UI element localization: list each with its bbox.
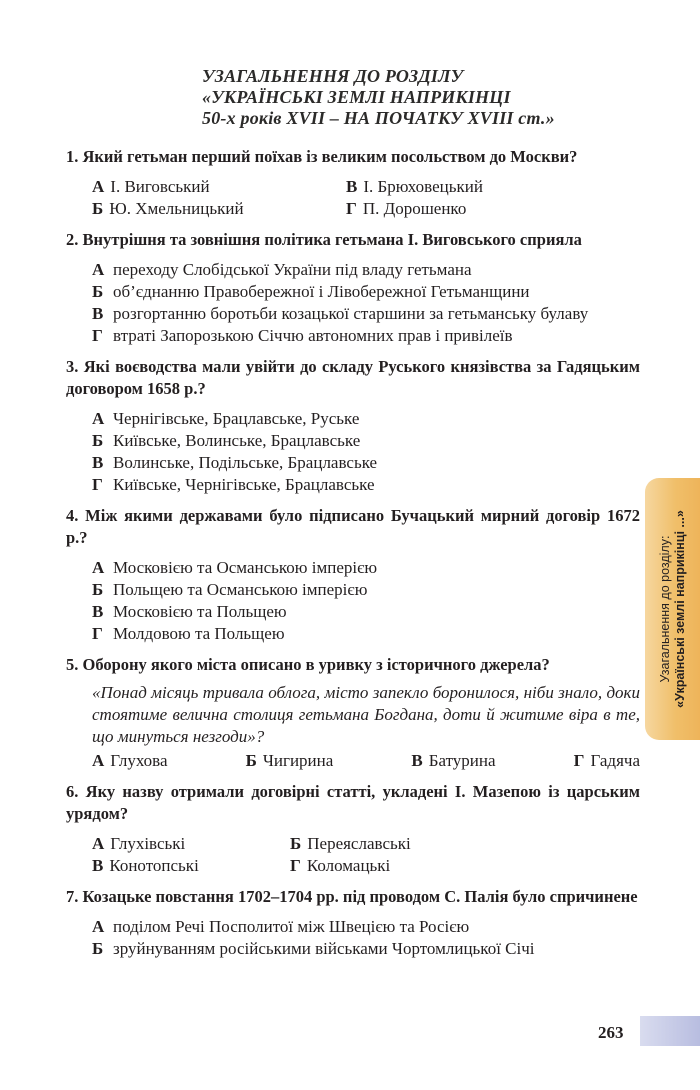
option-text: Глухівські <box>110 834 186 853</box>
option-text: Глухова <box>110 751 168 770</box>
option-letter: А <box>92 751 105 770</box>
option-text: об’єднанню Правобережної і Лівобережної Гетьманщини <box>113 282 530 301</box>
option-letter: А <box>92 917 105 936</box>
option-b <box>66 579 640 601</box>
side-tab-line-2: «Українські землі наприкінці ...» <box>672 510 687 708</box>
option-g <box>574 750 640 772</box>
option-b <box>92 198 346 220</box>
option-a <box>66 259 640 281</box>
option-letter: Б <box>290 834 302 853</box>
question-6-text: 6. Яку назву отримали договірні статті, укладені І. Мазепою із царським урядом? <box>66 782 640 823</box>
option-text: Московією та Польщею <box>113 602 287 621</box>
title-line-3: 50-х років XVII – НА ПОЧАТКУ XVIII ст.» <box>202 108 555 128</box>
question-7-options <box>66 916 640 960</box>
option-letter: А <box>92 834 105 853</box>
question-6-options <box>92 833 640 877</box>
option-a <box>66 916 640 938</box>
option-a <box>92 833 290 855</box>
option-text: І. Брюховецький <box>363 177 483 196</box>
question-2-text: 2. Внутрішня та зовнішня політика гетьмана І. Виговського сприяла <box>66 230 582 249</box>
option-text: Батурина <box>428 751 496 770</box>
side-tab-label <box>658 510 688 708</box>
option-a <box>92 750 168 772</box>
question-7 <box>66 886 640 960</box>
option-text: Московією та Османською імперією <box>113 558 378 577</box>
option-letter: В <box>92 453 104 472</box>
question-1-text: 1. Який гетьман перший поїхав із великим посольством до Москви? <box>66 147 578 166</box>
option-text: П. Дорошенко <box>362 199 467 218</box>
option-a <box>92 176 346 198</box>
question-1-options <box>92 176 640 220</box>
page-corner-bar <box>640 1016 700 1046</box>
option-letter: Б <box>92 431 104 450</box>
title-line-1: УЗАГАЛЬНЕННЯ ДО РОЗДІЛУ <box>202 66 464 86</box>
question-5-options <box>92 750 640 772</box>
option-text: Ю. Хмельницький <box>109 199 244 218</box>
option-b <box>290 833 544 855</box>
option-text: Київське, Чернігівське, Брацлавське <box>113 475 375 494</box>
questions-list <box>66 146 640 969</box>
option-letter: Б <box>92 282 104 301</box>
option-letter: Б <box>92 199 104 218</box>
option-letter: Г <box>346 199 357 218</box>
source-quote: «Понад місяць тривала облога, місто запекло боронилося, ніби знало, доки стоятиме велична столиця гетьмана Богдана, доти й житиме віра в те, що минуться незгоди»? <box>92 683 640 746</box>
question-3-text: 3. Які воєводства мали увійти до складу Руського князівства за Гадяцьким договором 1658 р.? <box>66 357 640 398</box>
option-text: Чигирина <box>262 751 334 770</box>
option-text: Молдовою та Польщею <box>113 624 285 643</box>
option-a <box>66 557 640 579</box>
question-7-text: 7. Козацьке повстання 1702–1704 рр. під проводом С. Палія було спричинене <box>66 887 638 906</box>
option-letter: А <box>92 177 105 196</box>
question-6 <box>66 781 640 877</box>
option-text: Коломацькі <box>306 856 391 875</box>
option-letter: Г <box>92 326 103 345</box>
option-letter: Г <box>290 856 301 875</box>
option-letter: В <box>92 304 104 323</box>
question-3-options <box>66 408 640 496</box>
option-text: Волинське, Подільське, Брацлавське <box>113 453 378 472</box>
option-g <box>66 474 640 496</box>
option-a <box>66 408 640 430</box>
option-text: І. Виговський <box>110 177 210 196</box>
title-line-2: «УКРАЇНСЬКІ ЗЕМЛІ НАПРИКІНЦІ <box>202 87 511 107</box>
option-text: переходу Слобідської України під владу гетьмана <box>113 260 472 279</box>
question-4-options <box>66 557 640 645</box>
option-letter: А <box>92 260 105 279</box>
section-side-tab <box>645 478 700 740</box>
option-letter: В <box>92 602 104 621</box>
question-5 <box>66 654 640 772</box>
option-letter: В <box>346 177 358 196</box>
option-letter: А <box>92 558 105 577</box>
option-text: Конотопські <box>109 856 199 875</box>
option-text: Переяславські <box>307 834 411 853</box>
option-letter: Б <box>92 580 104 599</box>
option-v <box>92 855 290 877</box>
option-letter: Г <box>92 475 103 494</box>
question-1 <box>66 146 640 220</box>
question-2 <box>66 229 640 347</box>
option-text: Київське, Волинське, Брацлавське <box>113 431 361 450</box>
chapter-summary-title <box>202 66 672 129</box>
option-g <box>66 623 640 645</box>
option-b <box>66 938 640 960</box>
option-letter: Б <box>92 939 104 958</box>
option-letter: В <box>411 751 423 770</box>
option-text: зруйнуванням російськими військами Чортомлицької Січі <box>113 939 535 958</box>
option-b <box>66 430 640 452</box>
question-5-text: 5. Оборону якого міста описано в уривку з історичного джерела? <box>66 655 550 674</box>
option-letter: Б <box>245 751 257 770</box>
option-b <box>66 281 640 303</box>
question-2-options <box>66 259 640 347</box>
option-text: розгортанню боротьби козацької старшини за гетьманську булаву <box>113 304 589 323</box>
question-4-text: 4. Між якими державами було підписано Бучацький мирний договір 1672 р.? <box>66 506 640 547</box>
question-4 <box>66 505 640 645</box>
option-text: Гадяча <box>590 751 640 770</box>
page-number: 263 <box>598 1023 624 1042</box>
option-letter: А <box>92 409 105 428</box>
option-text: Польщею та Османською імперією <box>113 580 368 599</box>
option-text: втраті Запорозькою Січчю автономних прав і привілеїв <box>113 326 513 345</box>
option-v <box>346 176 600 198</box>
option-letter: Г <box>573 751 585 770</box>
option-v <box>66 452 640 474</box>
option-v <box>66 303 640 325</box>
option-b <box>246 750 334 772</box>
option-g <box>346 198 600 220</box>
option-g <box>290 855 544 877</box>
option-v <box>66 601 640 623</box>
option-v <box>411 750 495 772</box>
option-text: поділом Речі Посполитої між Швецією та Росією <box>113 917 470 936</box>
option-text: Чернігівське, Брацлавське, Руське <box>113 409 360 428</box>
option-g <box>66 325 640 347</box>
option-letter: Г <box>92 624 103 643</box>
question-3 <box>66 356 640 496</box>
side-tab-line-1: Узагальнення до розділу: <box>657 535 672 683</box>
option-letter: В <box>92 856 104 875</box>
